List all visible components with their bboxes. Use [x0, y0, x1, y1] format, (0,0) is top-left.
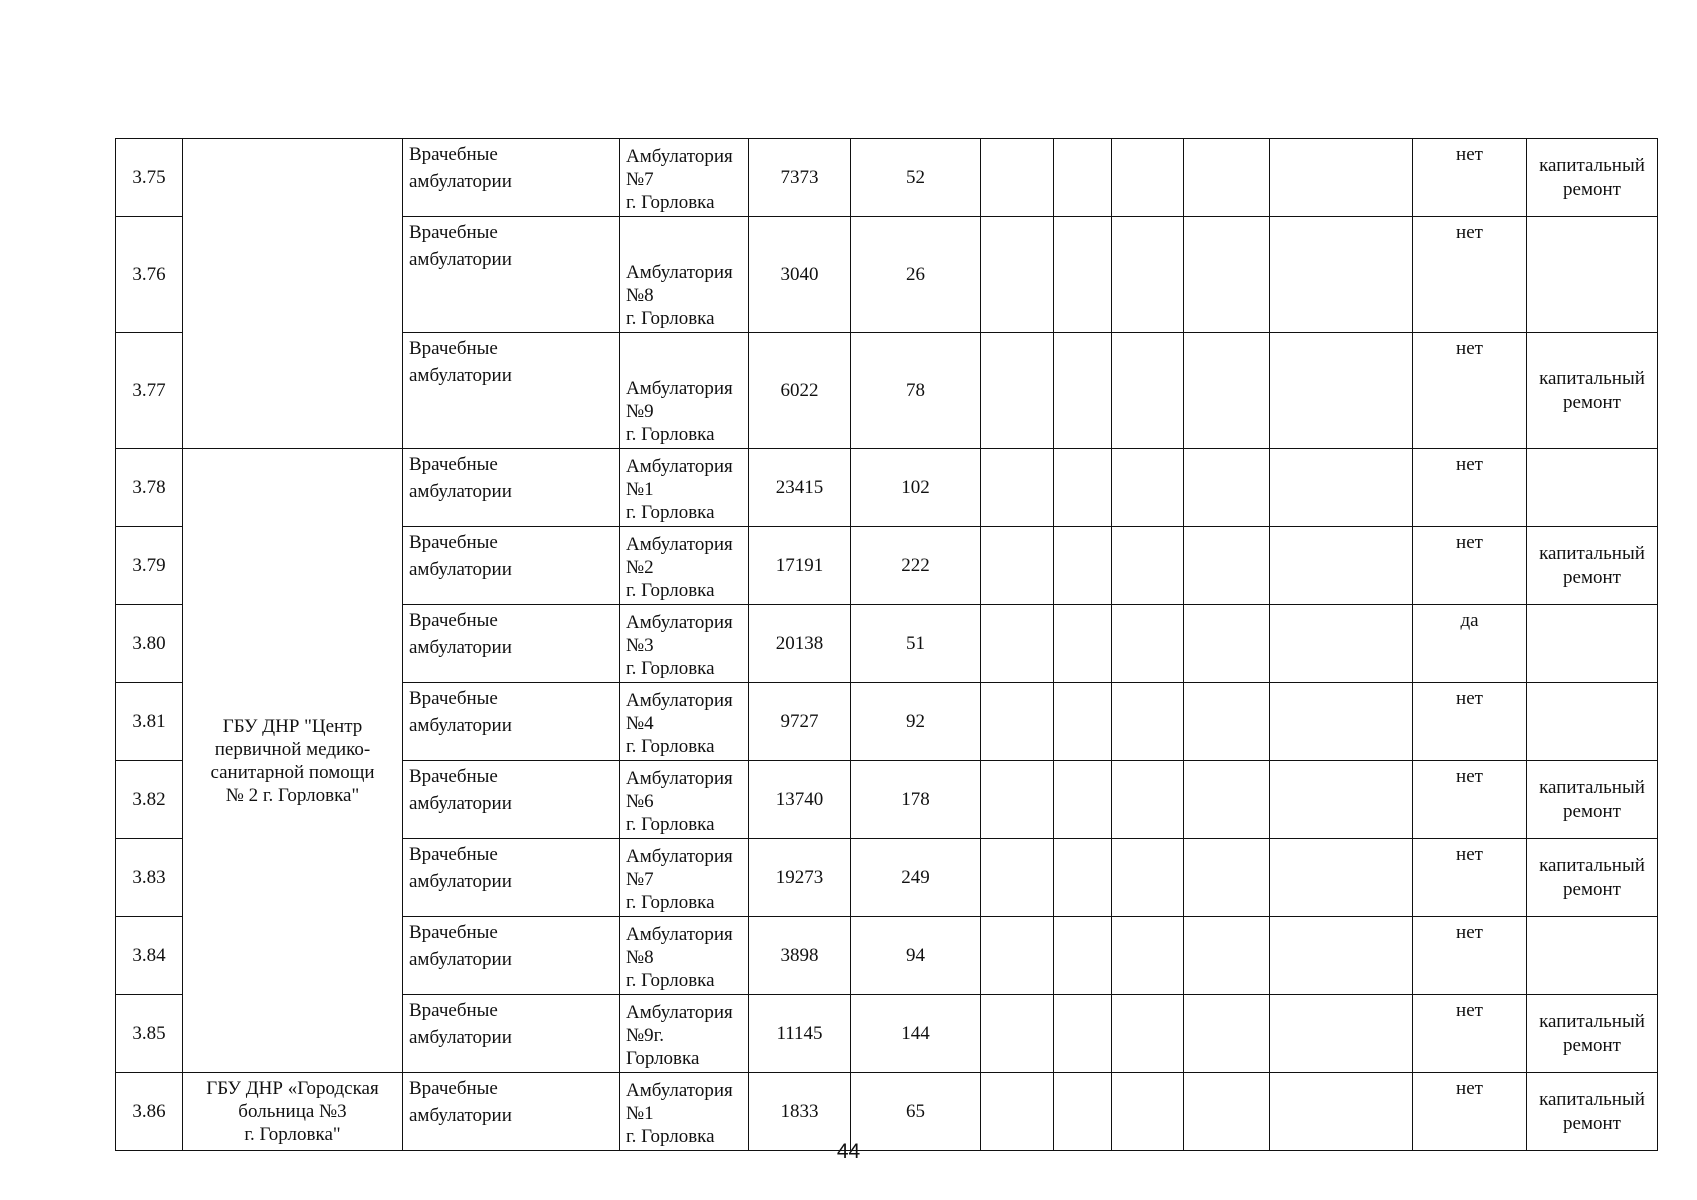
flag-value: да [1413, 605, 1527, 683]
value-1: 7373 [749, 139, 851, 217]
value-2: 144 [851, 995, 981, 1073]
empty-cell [1054, 333, 1112, 449]
flag-value: нет [1413, 995, 1527, 1073]
facility-type: Врачебные амбулатории [403, 217, 620, 333]
empty-cell [1184, 449, 1270, 527]
value-2: 78 [851, 333, 981, 449]
repair-note [1527, 683, 1658, 761]
empty-cell [981, 683, 1054, 761]
repair-note: капитальный ремонт [1527, 1073, 1658, 1151]
empty-cell [1270, 527, 1413, 605]
row-number: 3.81 [116, 683, 183, 761]
row-number: 3.76 [116, 217, 183, 333]
empty-cell [1112, 683, 1184, 761]
empty-cell [1270, 139, 1413, 217]
facility-name: Амбулатория №9 г. Горловка [620, 333, 749, 449]
row-number: 3.79 [116, 527, 183, 605]
empty-cell [1054, 683, 1112, 761]
facility-type: Врачебные амбулатории [403, 995, 620, 1073]
flag-value: нет [1413, 839, 1527, 917]
facility-type: Врачебные амбулатории [403, 1073, 620, 1151]
empty-cell [1112, 527, 1184, 605]
value-2: 102 [851, 449, 981, 527]
facility-name: Амбулатория №6 г. Горловка [620, 761, 749, 839]
empty-cell [981, 1073, 1054, 1151]
empty-cell [1112, 333, 1184, 449]
empty-cell [981, 449, 1054, 527]
empty-cell [1270, 333, 1413, 449]
facility-type: Врачебные амбулатории [403, 333, 620, 449]
empty-cell [1054, 1073, 1112, 1151]
row-number: 3.83 [116, 839, 183, 917]
row-number: 3.86 [116, 1073, 183, 1151]
value-2: 52 [851, 139, 981, 217]
empty-cell [981, 527, 1054, 605]
value-1: 23415 [749, 449, 851, 527]
value-2: 249 [851, 839, 981, 917]
empty-cell [1184, 683, 1270, 761]
empty-cell [1054, 527, 1112, 605]
value-1: 13740 [749, 761, 851, 839]
facility-name: Амбулатория №7 г. Горловка [620, 139, 749, 217]
empty-cell [1054, 917, 1112, 995]
facility-name: Амбулатория №8 г. Горловка [620, 217, 749, 333]
empty-cell [1184, 995, 1270, 1073]
row-number: 3.82 [116, 761, 183, 839]
empty-cell [1112, 217, 1184, 333]
empty-cell [1270, 605, 1413, 683]
facility-name: Амбулатория №4 г. Горловка [620, 683, 749, 761]
facility-name: Амбулатория №8 г. Горловка [620, 917, 749, 995]
empty-cell [1270, 917, 1413, 995]
empty-cell [981, 995, 1054, 1073]
empty-cell [981, 333, 1054, 449]
table-row [116, 449, 1658, 527]
facility-name: Амбулатория №7 г. Горловка [620, 839, 749, 917]
empty-cell [1270, 449, 1413, 527]
empty-cell [981, 917, 1054, 995]
repair-note: капитальный ремонт [1527, 527, 1658, 605]
repair-note: капитальный ремонт [1527, 139, 1658, 217]
empty-cell [981, 761, 1054, 839]
facilities-table [115, 138, 1658, 1151]
empty-cell [1112, 917, 1184, 995]
value-1: 3898 [749, 917, 851, 995]
empty-cell [1112, 1073, 1184, 1151]
value-2: 94 [851, 917, 981, 995]
empty-cell [981, 139, 1054, 217]
empty-cell [1270, 683, 1413, 761]
empty-cell [1184, 839, 1270, 917]
repair-note [1527, 917, 1658, 995]
facility-type: Врачебные амбулатории [403, 139, 620, 217]
empty-cell [1270, 1073, 1413, 1151]
value-1: 17191 [749, 527, 851, 605]
empty-cell [1184, 527, 1270, 605]
empty-cell [1270, 761, 1413, 839]
facility-type: Врачебные амбулатории [403, 605, 620, 683]
flag-value: нет [1413, 333, 1527, 449]
repair-note [1527, 449, 1658, 527]
value-1: 9727 [749, 683, 851, 761]
empty-cell [1112, 449, 1184, 527]
flag-value: нет [1413, 217, 1527, 333]
empty-cell [1184, 217, 1270, 333]
empty-cell [981, 217, 1054, 333]
flag-value: нет [1413, 917, 1527, 995]
value-1: 20138 [749, 605, 851, 683]
repair-note: капитальный ремонт [1527, 995, 1658, 1073]
row-number: 3.77 [116, 333, 183, 449]
flag-value: нет [1413, 449, 1527, 527]
value-2: 65 [851, 1073, 981, 1151]
row-number: 3.80 [116, 605, 183, 683]
row-number: 3.78 [116, 449, 183, 527]
facility-type: Врачебные амбулатории [403, 917, 620, 995]
empty-cell [1184, 605, 1270, 683]
empty-cell [1270, 217, 1413, 333]
facility-type: Врачебные амбулатории [403, 527, 620, 605]
empty-cell [1054, 449, 1112, 527]
facility-type: Врачебные амбулатории [403, 839, 620, 917]
flag-value: нет [1413, 1073, 1527, 1151]
empty-cell [1112, 995, 1184, 1073]
facility-type: Врачебные амбулатории [403, 449, 620, 527]
empty-cell [981, 839, 1054, 917]
empty-cell [1054, 995, 1112, 1073]
value-1: 11145 [749, 995, 851, 1073]
table-row [116, 139, 1658, 217]
facility-name: Амбулатория №9г. Горловка [620, 995, 749, 1073]
repair-note: капитальный ремонт [1527, 839, 1658, 917]
repair-note: капитальный ремонт [1527, 761, 1658, 839]
empty-cell [1054, 761, 1112, 839]
row-number: 3.84 [116, 917, 183, 995]
value-2: 178 [851, 761, 981, 839]
facility-name: Амбулатория №1 г. Горловка [620, 449, 749, 527]
flag-value: нет [1413, 761, 1527, 839]
empty-cell [1184, 917, 1270, 995]
value-1: 6022 [749, 333, 851, 449]
value-2: 222 [851, 527, 981, 605]
facility-type: Врачебные амбулатории [403, 761, 620, 839]
empty-cell [1054, 139, 1112, 217]
empty-cell [1184, 1073, 1270, 1151]
facility-name: Амбулатория №1 г. Горловка [620, 1073, 749, 1151]
value-1: 3040 [749, 217, 851, 333]
flag-value: нет [1413, 139, 1527, 217]
empty-cell [1270, 995, 1413, 1073]
empty-cell [1184, 139, 1270, 217]
repair-note [1527, 217, 1658, 333]
empty-cell [1112, 605, 1184, 683]
empty-cell [1054, 605, 1112, 683]
value-2: 92 [851, 683, 981, 761]
facility-name: Амбулатория №2 г. Горловка [620, 527, 749, 605]
value-1: 1833 [749, 1073, 851, 1151]
facility-type: Врачебные амбулатории [403, 683, 620, 761]
facility-name: Амбулатория №3 г. Горловка [620, 605, 749, 683]
empty-cell [1112, 139, 1184, 217]
organization-cell-empty [183, 139, 403, 449]
organization-name: ГБУ ДНР «Городская больница №3 г. Горловка" [183, 1073, 403, 1151]
value-1: 19273 [749, 839, 851, 917]
flag-value: нет [1413, 683, 1527, 761]
empty-cell [1054, 217, 1112, 333]
value-2: 51 [851, 605, 981, 683]
row-number: 3.75 [116, 139, 183, 217]
empty-cell [1184, 761, 1270, 839]
empty-cell [981, 605, 1054, 683]
organization-name: ГБУ ДНР "Центр первичной медико- санитарной помощи № 2 г. Горловка" [183, 449, 403, 1073]
flag-value: нет [1413, 527, 1527, 605]
table-row [116, 1073, 1658, 1151]
empty-cell [1270, 839, 1413, 917]
repair-note: капитальный ремонт [1527, 333, 1658, 449]
empty-cell [1112, 761, 1184, 839]
page-number: 44 [836, 1140, 861, 1163]
empty-cell [1112, 839, 1184, 917]
empty-cell [1184, 333, 1270, 449]
value-2: 26 [851, 217, 981, 333]
empty-cell [1054, 839, 1112, 917]
row-number: 3.85 [116, 995, 183, 1073]
repair-note [1527, 605, 1658, 683]
